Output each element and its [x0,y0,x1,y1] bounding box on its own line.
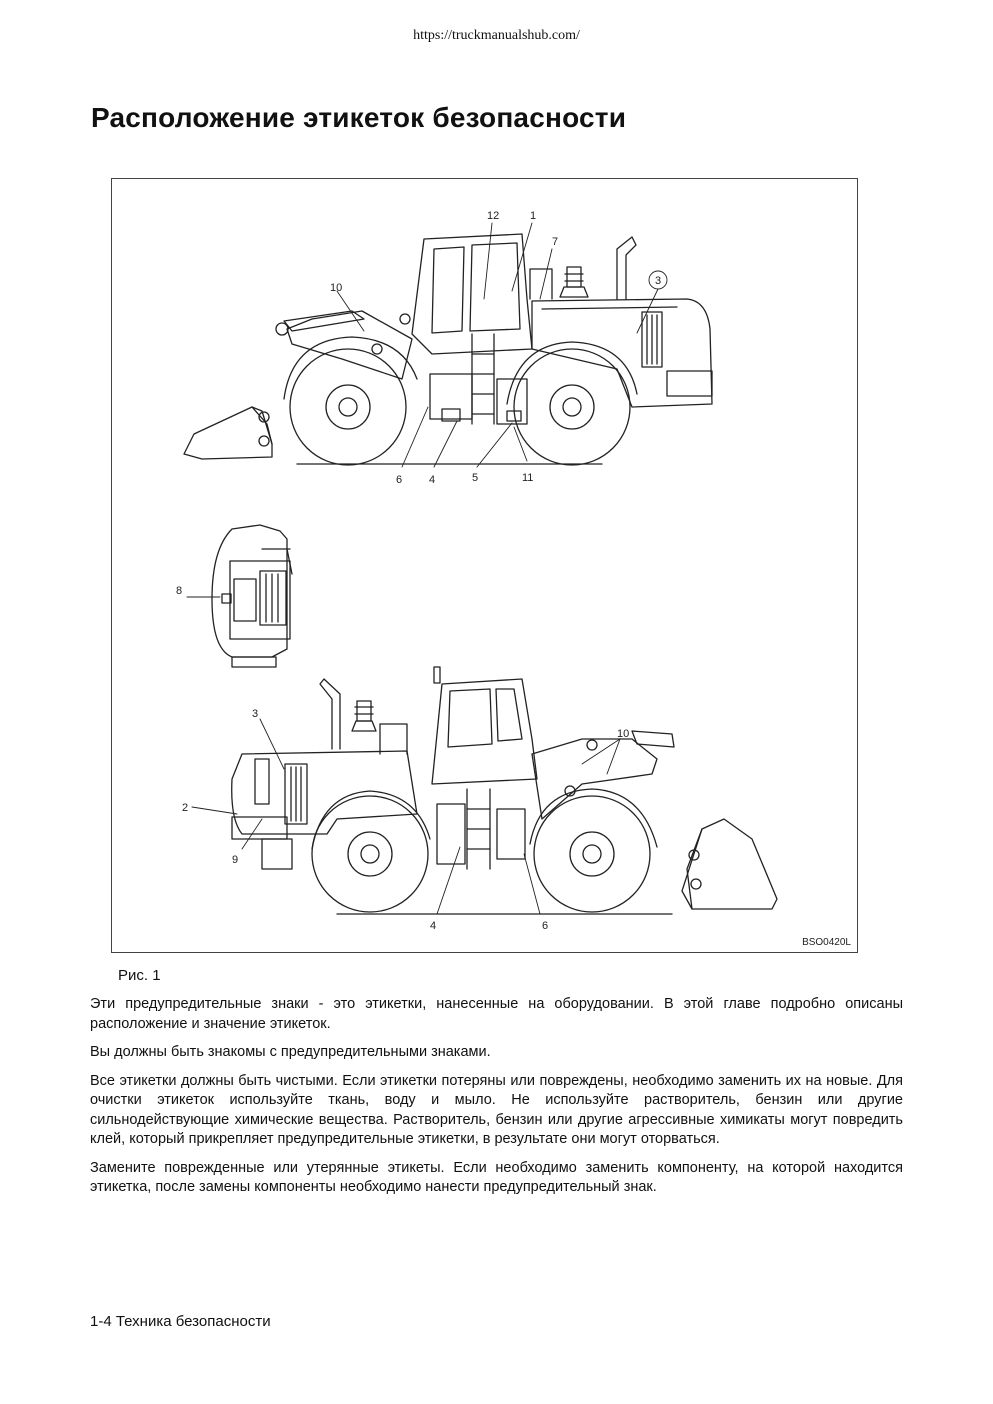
callout-label: 11 [522,472,534,484]
paragraph: Вы должны быть знакомы с предупредительными знаками. [90,1044,491,1060]
loader-rear-view [187,525,292,667]
source-url: https://truckmanualshub.com/ [413,28,580,43]
callout-label: 9 [232,854,239,866]
callout-label: 4 [429,474,436,486]
page-footer: 1-4 Техника безопасности [90,1313,271,1330]
loader-side-view-right [232,667,777,914]
callout-label: 10 [617,728,630,740]
callout-label: 6 [542,920,549,932]
callout-label: 6 [396,474,403,486]
callout-label: 7 [552,236,559,248]
callout-label: 10 [330,282,343,294]
callout-label: 3 [655,275,662,287]
paragraph: Все этикетки должны быть чистыми. Если этикетки потеряны или повреждены, необходимо заменить их на новые. Для очистки этикеток используйте ткань, воду и мыло. Не используйте растворитель, бензин или другие сильнодействующие химические вещества. Растворитель, бензин или другие агрессивные химикаты могут повредить клей, который прикрепляет предупредительные этикетки, в результате они могут оторваться. [90,1072,903,1147]
figure-frame [111,178,858,953]
page-title: Расположение этикеток безопасности [91,102,627,133]
paragraph: Эти предупредительные знаки - это этикетки, нанесенные на оборудовании. В этой главе подробно описаны расположение и значение этикеток. [90,996,903,1032]
callout-label: 4 [430,920,437,932]
figure-code: BSO0420L [802,937,851,948]
callout-label: 8 [176,585,183,597]
callout-label: 1 [530,210,537,222]
loader-diagram [112,179,859,954]
figure-caption: Рис. 1 [118,967,161,984]
body-text [90,995,903,1207]
callout-label: 12 [487,210,500,222]
callout-label: 5 [472,472,479,484]
loader-side-view-left [184,234,712,465]
callout-label: 2 [182,802,189,814]
callout-label: 3 [252,708,259,720]
paragraph: Замените поврежденные или утерянные этикеты. Если необходимо заменить компоненту, на которой находится этикетка, после замены компоненты необходимо нанести предупредительный знак. [90,1159,903,1195]
